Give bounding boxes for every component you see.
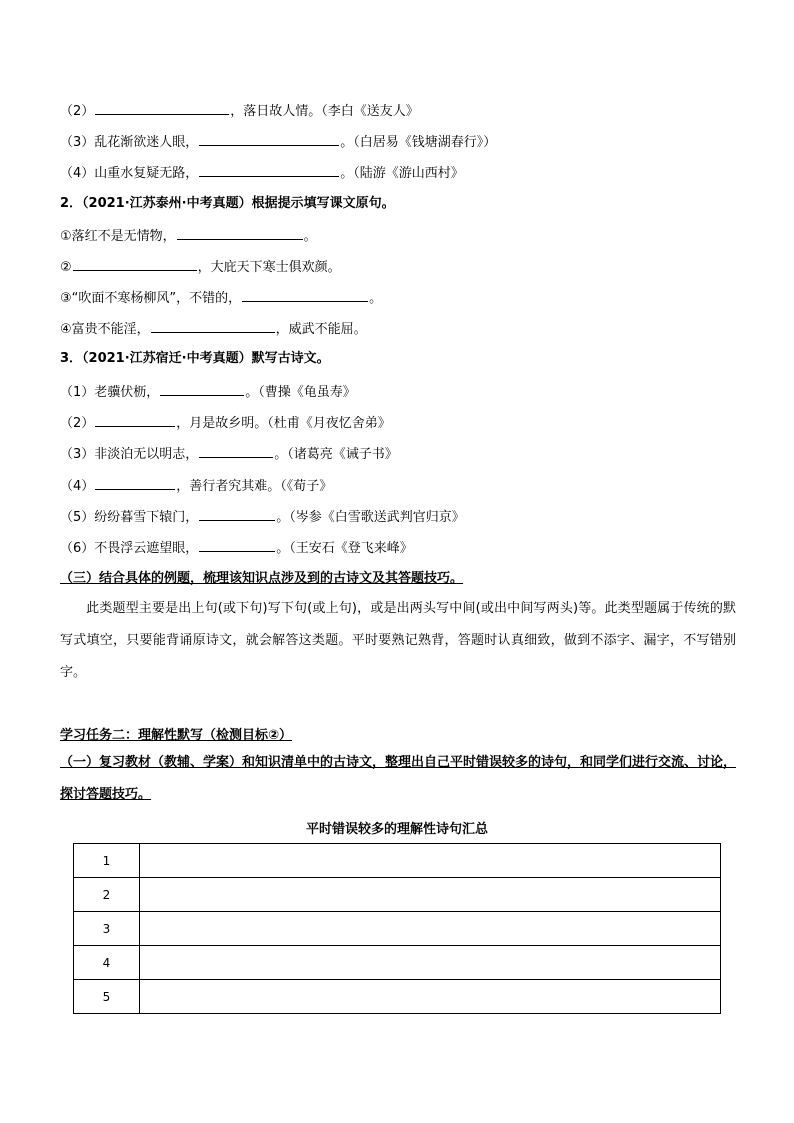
explanation-paragraph: 此类题型主要是出上句(或下句)写下句(或上句)，或是出两头写中间(或出中间写两头)等。此类型题属于传统的默写式填空，只要能背诵原诗文，就会解答这类题。平时要熟记熟背，答题时认真细致，做到不添字、漏字，不写错别字。: [60, 601, 736, 680]
verse-summary-table: [73, 843, 721, 1014]
q2-item-1: ①落红不是无情物， 。: [60, 226, 317, 246]
table-row: [74, 980, 721, 1014]
answer-blank[interactable]: [177, 226, 303, 240]
q3-item-1: （1）老骥伏枥， 。（曹操《龟虽寿》: [60, 382, 356, 402]
q2-item-3: ③“吹面不寒杨柳风”，不错的， 。: [60, 288, 382, 308]
q2-item-2: ② ，大庇天下寒士俱欢颜。: [60, 257, 341, 277]
answer-blank[interactable]: [95, 413, 175, 427]
q3-item-5: （5）纷纷暮雪下辕门， 。（岑参《白雪歌送武判官归京》: [60, 507, 465, 527]
q3-item-4: （4） ，善行者究其难。（《荀子》: [60, 476, 332, 496]
answer-blank[interactable]: [151, 319, 275, 333]
q1-item-4: （4）山重水复疑无路， 。（陆游《游山西村》: [60, 163, 464, 183]
answer-blank[interactable]: [242, 288, 368, 302]
verse-cell[interactable]: [140, 878, 721, 912]
table-row: [74, 844, 721, 878]
q3-item-3: （3）非淡泊无以明志， 。（诸葛亮《诫子书》: [60, 444, 398, 464]
verse-cell[interactable]: [140, 946, 721, 980]
row-number: 2: [74, 878, 140, 912]
answer-blank[interactable]: [199, 132, 339, 146]
row-number: 1: [74, 844, 140, 878]
answer-blank[interactable]: [160, 382, 244, 396]
task2-heading: 学习任务二：理解性默写（检测目标②）: [60, 728, 293, 743]
q1-item-2: （2） ，落日故人情。（李白《送友人》: [60, 101, 419, 121]
row-number: 3: [74, 912, 140, 946]
q2-title: 2．（2021·江苏泰州·中考真题）根据提示填写课文原句。: [60, 196, 395, 211]
row-number: 4: [74, 946, 140, 980]
verse-cell[interactable]: [140, 980, 721, 1014]
table-row: [74, 912, 721, 946]
answer-blank[interactable]: [199, 507, 275, 521]
table-title: 平时错误较多的理解性诗句汇总: [305, 822, 488, 837]
q3-item-2: （2） ，月是故乡明。（杜甫《月夜忆舍弟》: [60, 413, 391, 433]
answer-blank[interactable]: [199, 538, 275, 552]
verse-cell[interactable]: [140, 912, 721, 946]
answer-blank[interactable]: [73, 257, 197, 271]
q3-item-6: （6）不畏浮云遮望眼， 。（王安石《登飞来峰》: [60, 538, 413, 558]
section-heading: （三）结合具体的例题，梳理该知识点涉及到的古诗文及其答题技巧。: [60, 571, 464, 586]
row-number: 5: [74, 980, 140, 1014]
q1-item-3: （3）乱花渐欲迷人眼， 。（白居易《钱塘湖春行》）: [60, 132, 496, 152]
task2-sub-heading: （一）复习教材（教辅、学案）和知识清单中的古诗文，整理出自己平时错误较多的诗句，和同学们进行交流、讨论，探讨答题技巧。: [60, 755, 737, 802]
verse-cell[interactable]: [140, 844, 721, 878]
answer-blank[interactable]: [199, 444, 273, 458]
q3-title: 3．（2021·江苏宿迁·中考真题）默写古诗文。: [60, 351, 330, 366]
answer-blank[interactable]: [95, 476, 175, 490]
table-row: [74, 946, 721, 980]
answer-blank[interactable]: [199, 163, 339, 177]
table-row: [74, 878, 721, 912]
answer-blank[interactable]: [95, 101, 229, 115]
q2-item-4: ④富贵不能淫， ，威武不能屈。: [60, 319, 367, 339]
